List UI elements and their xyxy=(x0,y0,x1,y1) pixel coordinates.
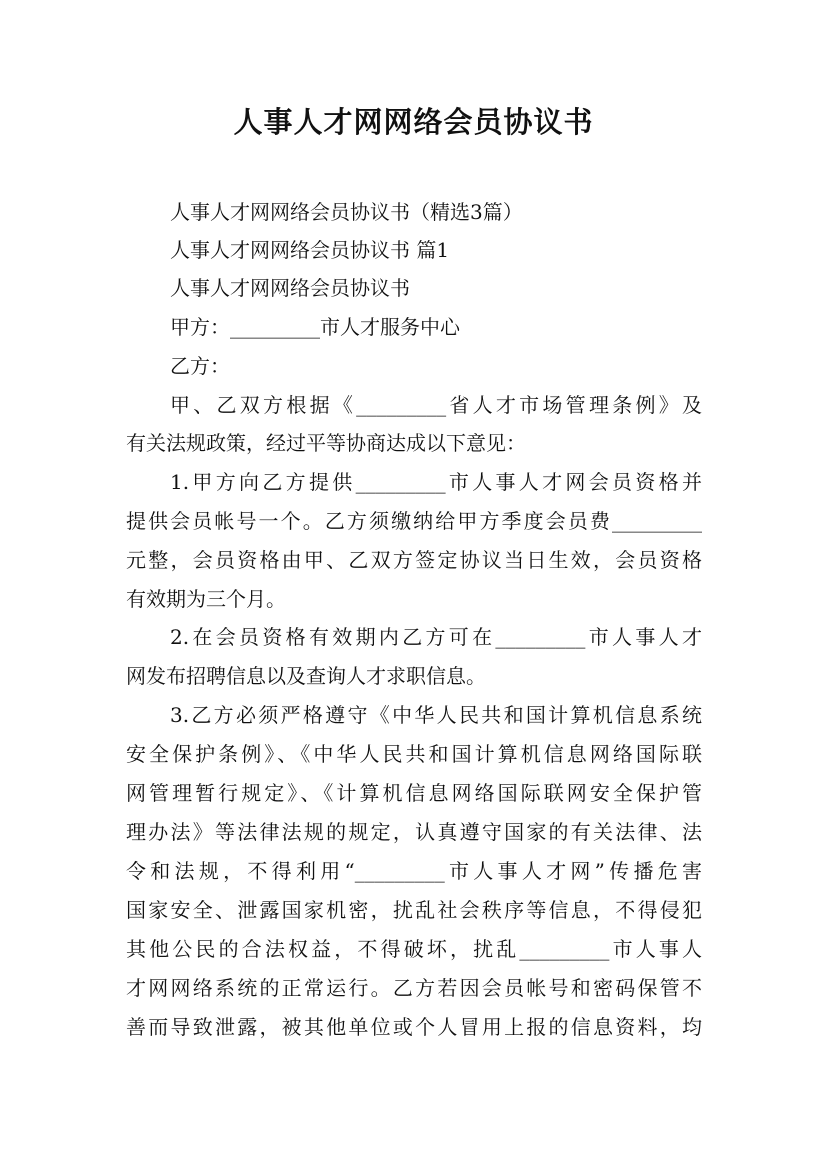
clause-3-line-6: 国家安全、泄露国家机密，扰乱社会秩序等信息，不得侵犯 xyxy=(126,898,702,922)
preamble-line-2: 有关法规政策，经过平等协商达成以下意见： xyxy=(126,431,526,455)
clause-3-line-7: 其他公民的合法权益，不得破坏，扰乱_________市人事人 xyxy=(126,937,702,961)
clause-3-line-9: 善而导致泄露，被其他单位或个人冒用上报的信息资料，均 xyxy=(126,1015,702,1039)
clause-3-line-2: 安全保护条例》、《中华人民共和国计算机信息网络国际联 xyxy=(126,742,702,766)
clause-3-line-8: 才网网络系统的正常运行。乙方若因会员帐号和密码保管不 xyxy=(126,976,702,1000)
clause-1-line-3: 元整，会员资格由甲、乙双方签定协议当日生效，会员资格 xyxy=(126,548,702,572)
clause-1-line-4: 有效期为三个月。 xyxy=(126,587,286,611)
clause-2-line-2: 网发布招聘信息以及查询人才求职信息。 xyxy=(126,664,486,688)
clause-3-line-3: 网管理暂行规定》、《计算机信息网络国际联网安全保护管 xyxy=(126,781,702,805)
agreement-heading: 人事人才网网络会员协议书 xyxy=(170,276,410,300)
clause-1-line-1: 1.甲方向乙方提供_________市人事人才网会员资格并 xyxy=(170,470,702,494)
clause-3-line-1: 3.乙方必须严格遵守《中华人民共和国计算机信息系统 xyxy=(170,703,702,727)
clause-3-line-4: 理办法》等法律法规的规定，认真遵守国家的有关法律、法 xyxy=(126,820,702,844)
party-b-line: 乙方： xyxy=(170,354,230,378)
subtitle-part-1: 人事人才网网络会员协议书 篇1 xyxy=(170,238,450,262)
clause-1-line-2: 提供会员帐号一个。乙方须缴纳给甲方季度会员费_________ xyxy=(126,509,702,533)
clause-2-line-1: 2.在会员资格有效期内乙方可在_________市人事人才 xyxy=(170,625,702,649)
preamble-line-1: 甲、乙双方根据《_________省人才市场管理条例》及 xyxy=(170,393,702,417)
party-a-line: 甲方：_________市人才服务中心 xyxy=(170,315,460,339)
clause-3-line-5: 令和法规，不得利用“_________市人事人才网”传播危害 xyxy=(126,859,702,883)
document-title: 人事人才网网络会员协议书 xyxy=(233,105,594,139)
subtitle-collection: 人事人才网网络会员协议书（精选3篇） xyxy=(170,200,523,224)
